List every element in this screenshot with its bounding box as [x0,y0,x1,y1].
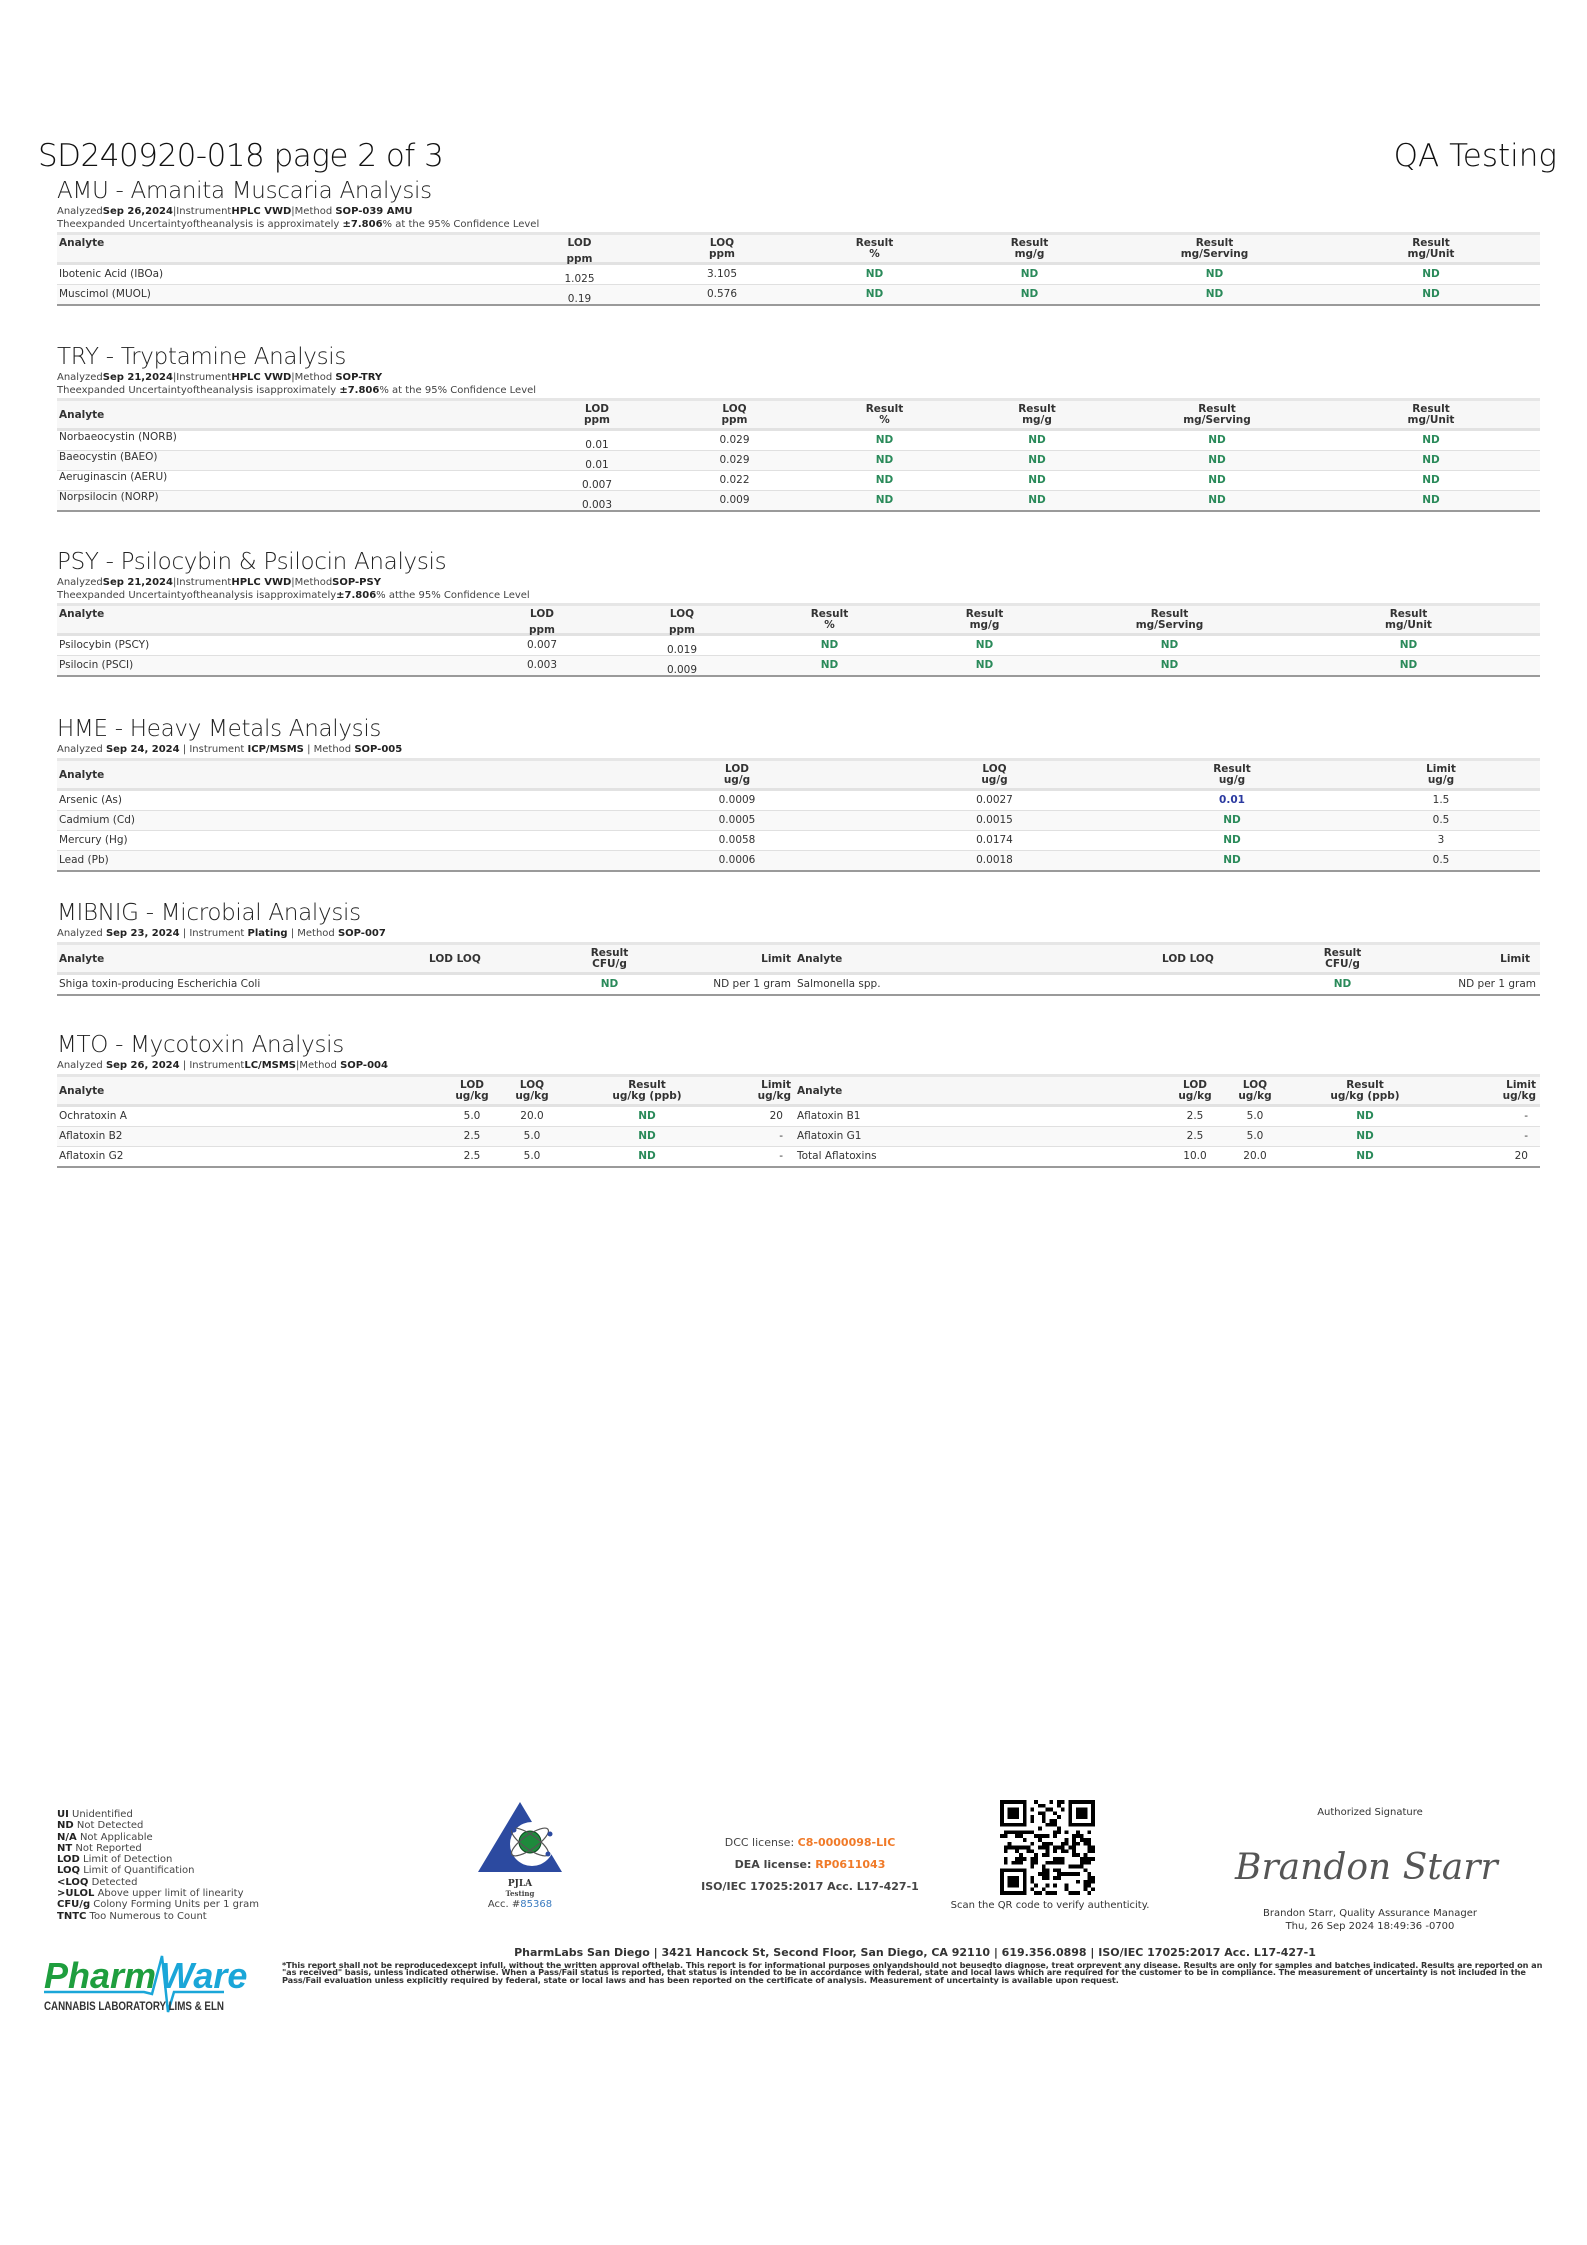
table-row: Mercury (Hg) 0.0058 0.0174 ND 3 [57,831,1540,851]
section-title: MTO - Mycotoxin Analysis [57,1032,344,1058]
col-header: Result mg/Unit [1407,403,1455,426]
section-title: MIBNIG - Microbial Analysis [57,900,361,926]
col-header: Analyte [59,408,105,421]
disclaimer: *This report shall not be reproducedexcept infull, without the written approval ofthelab. This report is for informational purposes onlyandshould not beusedto diagnose, treat orprevent any disease. Results are only for samples and batches indicated. Results are reported on an "as received" basis, unless indicated otherwise. When a Pass/Fail status is reported, that status is intended to be in accordance with federal, state and local laws which are required for the customer to be in compliance. The measurement of uncertainty is not included in the Pass/Fail evaluation unless explicitly required by federal, state or local laws and has been reported on the certificate of analysis. Measurement of uncertainty is available upon request. [282,1960,1543,1985]
col-header: Limit ug/g [1426,763,1456,786]
col-header: Limit ug/kg [757,1079,791,1102]
legend-item: >ULOL Above upper limit of linearity [57,1888,244,1900]
lab-address: PharmLabs San Diego | 3421 Hancock St, Second Floor, San Diego, CA 92110 | 619.356.0898 | ISO/IEC 17025:2017 Acc. L17-427-1 [514,1946,1316,1959]
amu-table [57,232,1540,306]
qr-caption: Scan the QR code to verify authenticity. [950,1900,1150,1911]
col-header: Result % [865,403,904,426]
abbreviation-legend [57,1809,259,1922]
col-header: Result ug/g [1213,763,1251,786]
table-row: Aeruginascin (AERU) 0.007 0.022 ND ND ND ND [57,471,1540,491]
signature-label: Authorized Signature [1317,1807,1423,1818]
section-meta: Analyzed Sep 24, 2024 | Instrument ICP/MSMS | Method SOP-005 [57,744,403,755]
col-header: Result ug/kg (ppb) [612,1079,682,1102]
section-meta: AnalyzedSep 26,2024|InstrumentHPLC VWD|Method SOP-039 AMU [57,206,413,217]
col-header: Result mg/Serving [1180,237,1249,260]
section-meta: AnalyzedSep 21,2024|InstrumentHPLC VWD|Method SOP-TRY [57,372,383,383]
svg-text:Ware: Ware [160,1955,248,1996]
legend-item: NT Not Reported [57,1842,142,1854]
col-header: Result CFU/g [590,947,629,970]
table-row: Norbaeocystin (NORB) 0.01 0.029 ND ND ND ND [57,430,1540,451]
col-header: LOQ ppm [669,608,695,636]
legend-item: <LOQ Detected [57,1876,138,1888]
iso-accreditation: ISO/IEC 17025:2017 Acc. L17-427-1 [701,1880,919,1893]
col-header: LOD ug/g [723,763,751,786]
legend-item: LOD Limit of Detection [57,1854,173,1866]
col-header: Result mg/g [965,608,1004,631]
table-row: Muscimol (MUOL) 0.19 0.576 ND ND ND ND [57,285,1540,306]
mto-section [57,1032,1540,1168]
uncertainty-note: Theexpanded Uncertaintyoftheanalysis isapproximately ±7.806% at the 95% Confidence Level [57,385,537,396]
amu-section [57,178,1540,306]
col-header: Analyte [59,952,105,965]
col-header: LOD ug/kg [455,1079,489,1102]
mib-table [57,942,1540,996]
signature-image [1225,1835,1515,1895]
psy-section [57,549,1540,677]
col-header: Result % [810,608,849,631]
legend-item: TNTC Too Numerous to Count [57,1910,207,1922]
col-header: Analyte [797,1084,843,1097]
table-row: Arsenic (As) 0.0009 0.0027 0.01 1.5 [57,790,1540,811]
col-header: LOQ ug/g [981,763,1008,786]
try-section [57,344,1540,512]
col-header: Result ug/kg (ppb) [1330,1079,1400,1102]
try-table [57,398,1540,512]
col-header: LOD ppm [529,608,555,636]
uncertainty-note: Theexpanded Uncertaintyoftheanalysis isapproximately±7.806% atthe 95% Confidence Level [57,590,530,601]
col-header: Result mg/g [1018,403,1056,426]
table-row: Lead (Pb) 0.0006 0.0018 ND 0.5 [57,851,1540,872]
section-title: PSY - Psilocybin & Psilocin Analysis [57,549,447,575]
psy-table [57,603,1540,677]
table-row: Shiga toxin-producing Escherichia Coli ND ND per 1 gram Salmonella spp. ND ND per 1 gram [57,974,1540,996]
col-header: Result mg/Serving [1183,403,1251,426]
table-row: Psilocybin (PSCY) 0.007 0.019 ND ND ND ND [57,635,1540,656]
section-title: HME - Heavy Metals Analysis [57,716,382,742]
col-header: LOD LOQ [429,952,481,965]
col-header: LOQ ug/kg [1238,1079,1272,1102]
table-row: Ibotenic Acid (IBOa) 1.025 3.105 ND ND ND ND [57,264,1540,285]
mto-table [57,1074,1540,1168]
col-header: LOQ ppm [709,237,735,260]
svg-text:Brandon Starr: Brandon Starr [1235,1847,1498,1888]
col-header: Result mg/Serving [1135,608,1204,631]
legend-item: CFU/g Colony Forming Units per 1 gram [57,1899,259,1911]
signatory: Brandon Starr, Quality Assurance Manager Thu, 26 Sep 2024 18:49:36 -0700 [1263,1908,1477,1932]
col-header: Analyte [59,237,105,249]
table-row: Ochratoxin A 5.0 20.0 ND 20 Aflatoxin B1 2.5 5.0 ND - [57,1106,1540,1127]
col-header: LOQ ug/kg [515,1079,549,1102]
pjla-logo-icon [470,1800,570,1875]
col-header: Limit [761,952,791,965]
col-header: LOD LOQ [1162,952,1214,965]
licenses [680,1832,940,1898]
table-row: Aflatoxin G2 2.5 5.0 ND - Total Aflatoxins 10.0 20.0 ND 20 [57,1147,1540,1168]
svg-text:CANNABIS LABORATORY LIMS & ELN: CANNABIS LABORATORY LIMS & ELN [44,1999,225,2013]
qr-code-icon[interactable] [1000,1800,1095,1895]
pjla-accreditation: Acc. #85368 [487,1899,553,1910]
table-row: Psilocin (PSCI) 0.003 0.009 ND ND ND ND [57,656,1540,677]
hme-table [57,758,1540,872]
svg-text:Pharm: Pharm [44,1955,157,1996]
legend-item: N/A Not Applicable [57,1831,153,1843]
dea-license: DEA license: RP0611043 [734,1858,886,1871]
report-type: QA Testing [1393,138,1557,174]
table-row: Aflatoxin B2 2.5 5.0 ND - Aflatoxin G1 2.5 5.0 ND - [57,1127,1540,1147]
col-header: Analyte [797,952,843,965]
hme-section [57,716,1540,872]
col-header: Analyte [59,768,105,781]
col-header: Analyte [59,608,105,620]
col-header: Result % [855,237,894,260]
section-title: AMU - Amanita Muscaria Analysis [57,178,432,204]
col-header: Result mg/Unit [1385,608,1432,631]
table-row: Cadmium (Cd) 0.0005 0.0015 ND 0.5 [57,811,1540,831]
col-header: Result mg/g [1010,237,1049,260]
legend-item: UI Unidentified [57,1809,133,1820]
col-header: Analyte [59,1084,105,1097]
section-meta: Analyzed Sep 23, 2024 | Instrument Plating | Method SOP-007 [57,928,386,939]
table-row: Baeocystin (BAEO) 0.01 0.029 ND ND ND ND [57,451,1540,471]
pjla-name: PJLA [507,1879,533,1889]
pharmware-logo [44,1950,248,2020]
col-header: LOD ug/kg [1178,1079,1212,1102]
col-header: Result mg/Unit [1407,237,1455,260]
section-meta: AnalyzedSep 21,2024|InstrumentHPLC VWD|MethodSOP-PSY [57,577,381,588]
col-header: Limit [1500,952,1530,965]
uncertainty-note: Theexpanded Uncertaintyoftheanalysis is approximately ±7.806% at the 95% Confidence Level [57,219,540,230]
col-header: LOD ppm [584,403,610,426]
dcc-license: DCC license: C8-0000098-LIC [724,1836,896,1849]
mib-section [57,900,1540,996]
col-header: LOD ppm [566,237,593,265]
legend-item: ND Not Detected [57,1820,144,1832]
table-row: Norpsilocin (NORP) 0.003 0.009 ND ND ND ND [57,491,1540,512]
pjla-badge [470,1800,570,1912]
legend-item: LOQ Limit of Quantification [57,1865,195,1877]
section-meta: Analyzed Sep 26, 2024 | InstrumentLC/MSMS|Method SOP-004 [57,1060,388,1071]
col-header: Limit ug/kg [1502,1079,1536,1102]
section-title: TRY - Tryptamine Analysis [57,344,347,370]
report-title: SD240920-018 page 2 of 3 [38,138,444,174]
col-header: Result CFU/g [1323,947,1362,970]
pjla-sub: Testing [505,1889,535,1898]
col-header: LOQ ppm [721,403,748,426]
